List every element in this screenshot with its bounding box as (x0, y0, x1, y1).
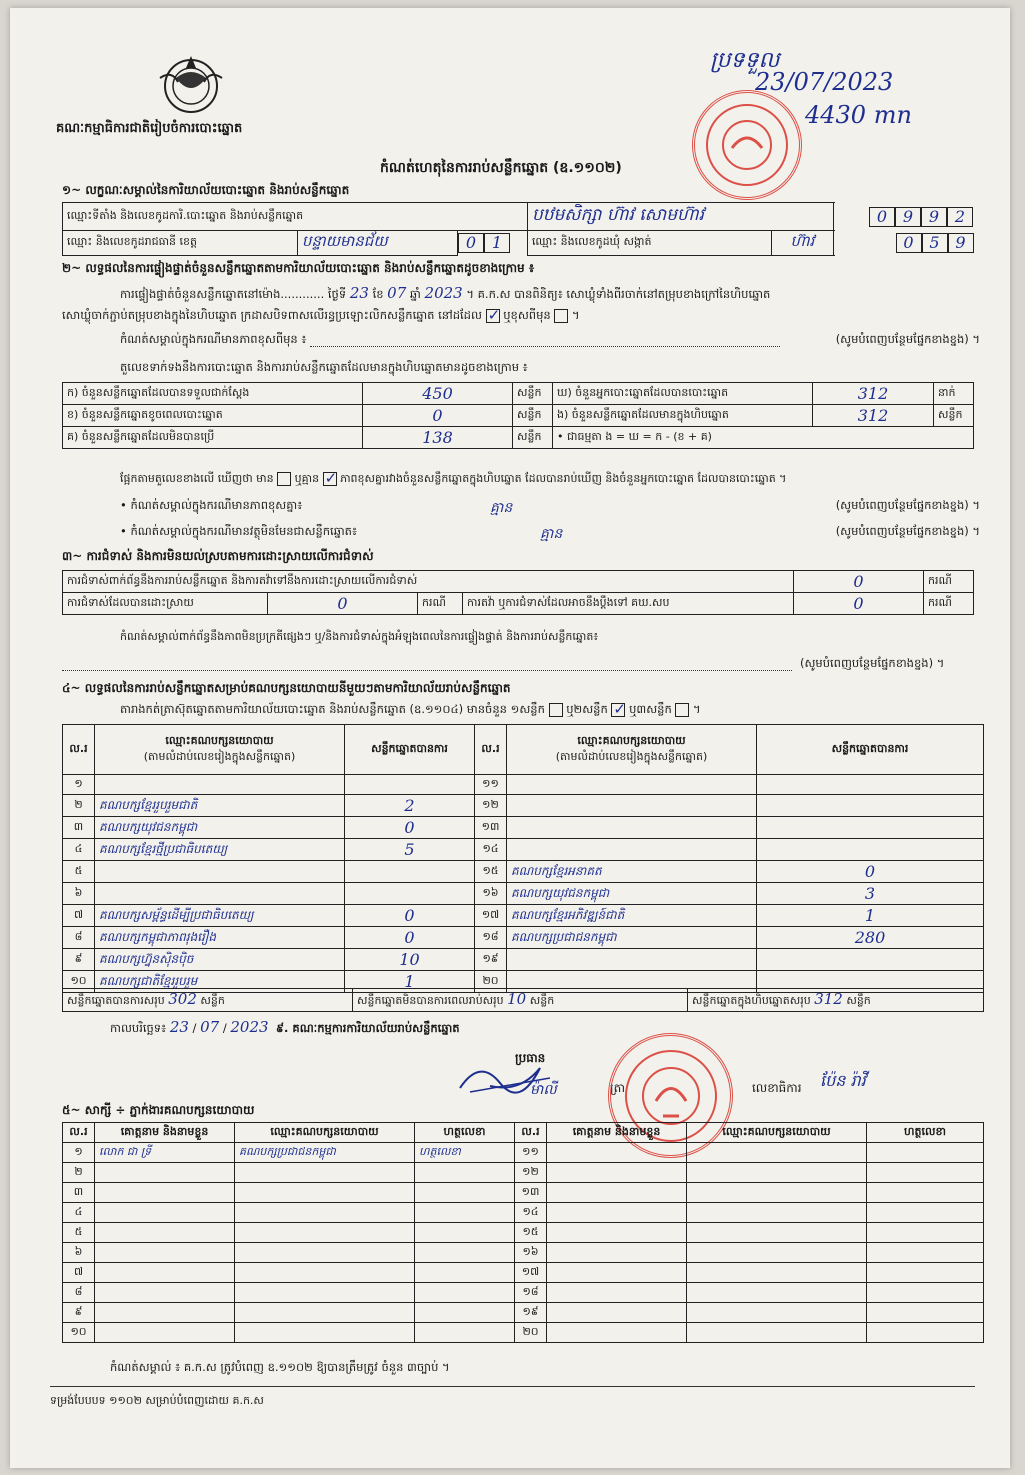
table-row (63, 1323, 984, 1343)
objection-row1-label: ការជំទាស់ពាក់ព័ន្ធនឹងការរាប់សន្លឹកឆ្នោត និងការតវ៉ាទៅនឹងការដោះស្រាយលើការជំទាស់ (63, 571, 794, 593)
form-title: កំណត់ហេតុនៃការរាប់សន្លឹកឆ្នោត (ឧ.១១០២) (380, 160, 622, 176)
results-totals (62, 988, 984, 1012)
table-row (63, 1243, 984, 1263)
vote-count (345, 883, 475, 905)
table-row (63, 839, 984, 861)
witness-table: ល.រ គោត្តនាម និងនាមខ្លួន ឈ្មោះគណបក្សនយោបាយ ហត្ថលេខា ល.រ គោត្តនាម និងនាមខ្លួន ឈ្មោះគណបក្សនយោបាយ ហត្ថលេខា ១ លោក ជា ទ្រី គណបក្សប្រជាជនកម្ពុជា ហត្ថលេខា ១១ ២ ១២ ៣ ១៣ ៤ ១៤ ៥ ១៥ ៦ ១៦ ៧ ១៧ ៨ ១៨ ៩ ១៩ ១០ ២០ (62, 1122, 984, 1343)
row-number: ៨ (63, 927, 95, 949)
witness-party (687, 1163, 867, 1183)
row-number: ១៤ (475, 839, 507, 861)
row-number: ១ (63, 1143, 95, 1163)
party-name (507, 839, 757, 861)
verification-line2: សោឃ្លុំចាក់ភ្ជាប់តម្រុបខាងក្នុងនៃហិបឆ្នោត ក្រដាសបិទពាសលើរន្ធប្រឡោះលិកសន្លឹកឆ្នោត នៅដដែល ✓ ឬខុសពីមុន ។ (62, 308, 580, 325)
table-row (63, 927, 984, 949)
row-number: ១៧ (475, 905, 507, 927)
witness-signature (867, 1143, 984, 1163)
witness-party (235, 1263, 415, 1283)
total-invalid-value: 10 (507, 990, 527, 1008)
party-name (95, 775, 345, 795)
note-foreign-value: គ្មាន (540, 526, 563, 542)
stamp-label: ត្រា (610, 1081, 625, 1095)
witness-signature (867, 1163, 984, 1183)
note-diff: កំណត់សម្គាល់ក្នុងករណីមានភាពខុសពីមុន ៖ (សូមបំពេញបន្ថែមផ្នែកខាងខ្នង) ។ (120, 332, 980, 346)
witness-party (687, 1243, 867, 1263)
witness-name (95, 1263, 235, 1283)
objection-row1-value: 0 (794, 571, 924, 593)
row-number: ១៥ (515, 1223, 547, 1243)
row-number: ៦ (63, 1243, 95, 1263)
witness-name (547, 1283, 687, 1303)
vote-count: 2 (345, 795, 475, 817)
province-code: 0 1 (457, 231, 527, 256)
party-name (95, 883, 345, 905)
figures-intro: តួលេខទាក់ទងនឹងការបោះឆ្នោត និងការរាប់សន្លឹកឆ្នោតដែលមានក្នុងហិបឆ្នោតមានដូចខាងក្រោម ៖ (120, 360, 528, 374)
table-row (63, 795, 984, 817)
row-number: ១៣ (515, 1183, 547, 1203)
chair-label: ប្រធាន (515, 1051, 546, 1065)
station-code: 0 9 9 2 (834, 203, 974, 231)
party-name: គណបក្សយុវជនកម្ពុជា (95, 817, 345, 839)
table-row (63, 949, 984, 971)
vote-count (757, 795, 984, 817)
witness-name (95, 1223, 235, 1243)
irregularity-note: កំណត់សម្គាល់ពាក់ព័ន្ធនឹងភាពមិនប្រក្រតីផ្សេងៗ ឬ/និងការជំទាស់ក្នុងអំឡុងពេលនៃការផ្ទៀងផ្ទាត់ និងការរាប់សន្លឹកឆ្នោត៖ (120, 630, 599, 643)
row-number: ៥ (63, 861, 95, 883)
same-checkbox[interactable] (486, 309, 500, 323)
table-row (63, 1303, 984, 1323)
results-table: ល.រ ឈ្មោះគណបក្សនយោបាយ (តាមលំដាប់លេខរៀងក្នុងសន្លឹកឆ្នោត) សន្លឹកឆ្នោតបានការ ល.រ ឈ្មោះគណបក្សនយោបាយ (តាមលំដាប់លេខរៀងក្នុងសន្លឹកឆ្នោត) សន្លឹកឆ្នោតបានការ ១ ១១ ២ គណបក្សខ្មែររួបរួមជាតិ 2 ១២ ៣ គណបក្សយុវជនកម្ពុជា 0 ១៣ ៤ គណបក្សខ្មែរថ្មីប្រជាធិបតេយ្យ 5 ១៤ ៥ ១៥ គណបក្សខ្មែរអនាគត 0 ៦ ១៦ គណបក្សយុវជនកម្ពុជា 3 ៧ គណបក្សសម្ព័ន្ធដើម្បីប្រជាធិបតេយ្យ 0 ១៧ គណបក្សខ្មែរអភិវឌ្ឍន៍ជាតិ 1 ៨ គណបក្សកម្ពុជាភាពរុងរឿង 0 ១៨ គណបក្សប្រជាជនកម្ពុជា 280 ៩ គណបក្សហ្វ៊ុនស៊ិនប៉ិច 10 ១៩ ១០ គណបក្សជាតិខ្មែររួបរួម 1 ២០ (62, 724, 984, 993)
party-name: គណបក្សប្រជាជនកម្ពុជា (507, 927, 757, 949)
row-number: ៩ (63, 949, 95, 971)
irregularity-fill-back: (សូមបំពេញបន្ថែមផ្នែកខាងខ្នង) ។ (800, 656, 945, 670)
witness-name (95, 1323, 235, 1343)
row-number: ៦ (63, 883, 95, 905)
witness-party (687, 1323, 867, 1343)
footer-text: ទម្រង់បែបបទ ១១០២ សម្រាប់បំពេញដោយ គ.ក.ស (50, 1394, 264, 1407)
witness-signature: ហត្ថលេខា (415, 1143, 515, 1163)
party-name: គណបក្សកម្ពុជាភាពរុងរឿង (95, 927, 345, 949)
row-number: ១២ (475, 795, 507, 817)
witness-signature (867, 1263, 984, 1283)
section1-title: ១~ លក្ខណៈសម្គាល់នៃការិយាល័យបោះឆ្នោត និងរាប់សន្លឹកឆ្នោត (62, 183, 350, 197)
witness-name (547, 1263, 687, 1283)
witness-name: លោក ជា ទ្រី (95, 1143, 235, 1163)
table-row (63, 883, 984, 905)
party-name: គណបក្សខ្មែរអនាគត (507, 861, 757, 883)
section2-title: ២~ លទ្ធផលនៃការផ្ទៀងផ្ទាត់ចំនួនសន្លឹកឆ្នោតតាមការិយាល័យបោះឆ្នោត និងរាប់សន្លឹកឆ្នោតដូចខាងក្រោម ៖ (62, 261, 535, 275)
witness-party (235, 1163, 415, 1183)
witness-signature (415, 1303, 515, 1323)
one-sheet-checkbox[interactable] (549, 703, 563, 717)
table-row (63, 1183, 984, 1203)
party-name: គណបក្សខ្មែររួបរួមជាតិ (95, 795, 345, 817)
row-number: ១៧ (515, 1263, 547, 1283)
party-name: គណបក្សជាតិខ្មែររួបរួម (95, 971, 345, 993)
row-number: ៩ (63, 1303, 95, 1323)
table-row (63, 1203, 984, 1223)
witness-party (235, 1303, 415, 1323)
row-number: ៨ (63, 1283, 95, 1303)
note-foreign: • កំណត់សម្គាល់ក្នុងករណីមានវត្ថុមិនមែនជាសន្លឹកឆ្នោត៖ គ្មាន (សូមបំពេញបន្ថែមផ្នែកខាងខ្នង) ។ (120, 524, 980, 541)
table-row (63, 775, 984, 795)
row-number: ២០ (475, 971, 507, 993)
witness-signature (867, 1303, 984, 1323)
secretary-label: លេខាធិការ (752, 1081, 802, 1095)
witness-name (547, 1203, 687, 1223)
total-invalid: សន្លឹកឆ្នោតមិនបានការពេលរាប់សរុប 10 សន្លឹក (353, 989, 688, 1012)
witness-party (235, 1323, 415, 1343)
vote-count: 5 (345, 839, 475, 861)
row-number: ៣ (63, 817, 95, 839)
witness-name (547, 1323, 687, 1343)
total-valid: សន្លឹកឆ្នោតបានការសរុប 302 សន្លឹក (63, 989, 353, 1012)
received-date: 23/07/2023 (755, 68, 894, 96)
witness-name (547, 1143, 687, 1163)
two-sheets-checkbox[interactable] (611, 703, 625, 717)
objection-row2-value: 0 (268, 593, 418, 615)
row-number: ៥ (63, 1223, 95, 1243)
witness-party (687, 1143, 867, 1163)
total-box-value: 312 (814, 990, 843, 1008)
vote-count: 1 (345, 971, 475, 993)
received-time: 4430 mn (805, 101, 912, 129)
witness-signature (415, 1223, 515, 1243)
witness-party (235, 1223, 415, 1243)
tally-sheet-line: តារាងកត់ត្រាស៊ុតឆ្នោតតាមការិយាល័យបោះឆ្នោត និងរាប់សន្លឹកឆ្នោត (ឧ.១១០៤) មានចំនួន ១សន្លឹក ឬ២សន្លឹក ✓ ឬ៣សន្លឹក ។ (120, 702, 701, 719)
table-row (63, 861, 984, 883)
witness-signature (867, 1283, 984, 1303)
table-row (63, 905, 984, 927)
row-number: ៤ (63, 1203, 95, 1223)
witness-name (95, 1243, 235, 1263)
note-diff2-value: គ្មាន (490, 500, 513, 516)
results-col-party: ឈ្មោះគណបក្សនយោបាយ (តាមលំដាប់លេខរៀងក្នុងសន្លឹកឆ្នោត) (95, 725, 345, 775)
figure-c-value: 138 (363, 427, 513, 449)
row-number: ៧ (63, 905, 95, 927)
row-number: ១៩ (515, 1303, 547, 1323)
top-red-stamp (692, 90, 802, 200)
witness-party (687, 1223, 867, 1243)
results-col-no: ល.រ (63, 725, 95, 775)
row-number: ១២ (515, 1163, 547, 1183)
total-valid-value: 302 (168, 990, 197, 1008)
objection-table: ការជំទាស់ពាក់ព័ន្ធនឹងការរាប់សន្លឹកឆ្នោត និងការតវ៉ាទៅនឹងការដោះស្រាយលើការជំទាស់ 0 ករណី ការជំទាស់ដែលបានដោះស្រាយ 0 ករណី ការតវ៉ា ឬការជំទាស់ដែលអាចនឹងប្តឹងទៅ គឃ.សប 0 ករណី (62, 570, 974, 615)
row-number: ១៣ (475, 817, 507, 839)
witness-name (95, 1303, 235, 1323)
row-number: ១៨ (515, 1283, 547, 1303)
witness-name (547, 1303, 687, 1323)
row-number: ១០ (63, 1323, 95, 1343)
section3-title: ៣~ ការជំទាស់ និងការមិនយល់ស្របតាមការដោះស្រាយលើការជំទាស់ (62, 549, 374, 563)
commune-name: ហ៊ាវ (771, 231, 833, 256)
footnote: កំណត់សម្គាល់ ៖ គ.ក.ស ត្រូវបំពេញ ឧ.១១០២ ឱ្យបានត្រឹមត្រូវ ចំនួន ៣ច្បាប់ ។ (110, 1360, 450, 1374)
vote-count (757, 949, 984, 971)
different-checkbox[interactable] (554, 309, 568, 323)
table-row (63, 1143, 984, 1163)
witness-party (235, 1243, 415, 1263)
received-note: ប្រទទួល (710, 48, 780, 73)
station-table (62, 202, 974, 256)
verify-year: 2023 (424, 284, 463, 302)
witness-signature (415, 1203, 515, 1223)
party-name: គណបក្សយុវជនកម្ពុជា (507, 883, 757, 905)
figure-e-value: 312 (813, 405, 934, 427)
figure-d-label: ឃ) ចំនួនអ្នកបោះឆ្នោតដែលបានបោះឆ្នោត (553, 383, 813, 405)
witness-signature (415, 1263, 515, 1283)
commune-label: ឈ្មោះ និងលេខកូដឃុំ សង្កាត់ (527, 231, 771, 256)
party-name (507, 775, 757, 795)
commune-code: 0 5 9 (834, 231, 974, 256)
vote-count: 10 (345, 949, 475, 971)
figures-table: ក) ចំនួនសន្លឹកឆ្នោតដែលបានទទួលជាក់ស្តែង 450 សន្លឹក ឃ) ចំនួនអ្នកបោះឆ្នោតដែលបានបោះឆ្នោត 312 នាក់ ខ) ចំនួនសន្លឹកឆ្នោតខូចពេលបោះឆ្នោត 0 សន្លឹក ង) ចំនួនសន្លឹកឆ្នោតដែលមានក្នុងហិបឆ្នោត 312 សន្លឹក គ) ចំនួនសន្លឹកឆ្នោតដែលមិនបានប្រើ 138 សន្លឹក • ជាធម្មតា ង = ឃ = ក - (ខ + គ) (62, 382, 974, 449)
vote-count (345, 861, 475, 883)
row-number: ៣ (63, 1183, 95, 1203)
witness-party (235, 1183, 415, 1203)
station-label: ឈ្មោះទីតាំង និងលេខកូដការិ.បោះឆ្នោត និងរាប់សន្លឹកឆ្នោត (63, 203, 528, 231)
witness-name (95, 1163, 235, 1183)
objection-row3-label: ការតវ៉ា ឬការជំទាស់ដែលអាចនឹងប្តឹងទៅ គឃ.សប (463, 593, 794, 615)
figure-b-value: 0 (363, 405, 513, 427)
verify-month: 07 (387, 284, 407, 302)
station-name: បឋមសិក្សា ហ៊ាវ សោមហ៊ាវ (527, 203, 833, 231)
figure-a-label: ក) ចំនួនសន្លឹកឆ្នោតដែលបានទទួលជាក់ស្តែង (63, 383, 363, 405)
party-name (95, 861, 345, 883)
witness-name (547, 1183, 687, 1203)
vote-count (757, 839, 984, 861)
objection-row3-value: 0 (794, 593, 924, 615)
vote-count: 280 (757, 927, 984, 949)
form-page (10, 8, 1010, 1468)
row-number: ១៥ (475, 861, 507, 883)
party-name (507, 817, 757, 839)
witness-name (547, 1223, 687, 1243)
footer-rule (50, 1386, 975, 1387)
party-name: គណបក្សសម្ព័ន្ធដើម្បីប្រជាធិបតេយ្យ (95, 905, 345, 927)
total-box: សន្លឹកឆ្នោតក្នុងហិបឆ្នោតសរុប 312 សន្លឹក (688, 989, 984, 1012)
figure-b-label: ខ) ចំនួនសន្លឹកឆ្នោតខូចពេលបោះឆ្នោត (63, 405, 363, 427)
row-number: ២០ (515, 1323, 547, 1343)
section5-title: ៥~ សាក្សី ÷ ភ្នាក់ងារគណបក្សនយោបាយ (62, 1103, 255, 1117)
row-number: ១១ (515, 1143, 547, 1163)
note-diff-line (310, 346, 780, 347)
nec-emblem-icon (152, 48, 230, 118)
witness-signature (867, 1243, 984, 1263)
witness-party (687, 1283, 867, 1303)
irregularity-line (62, 670, 792, 671)
row-number: ១៦ (475, 883, 507, 905)
row-number: ១៤ (515, 1203, 547, 1223)
party-name: គណបក្សខ្មែរអភិវឌ្ឍន៍ជាតិ (507, 905, 757, 927)
row-number: ២ (63, 1163, 95, 1183)
vote-count (757, 775, 984, 795)
witness-signature (415, 1243, 515, 1263)
chair-name: ម៉ាលី (530, 1082, 557, 1098)
witness-party: គណបក្សប្រជាជនកម្ពុជា (235, 1143, 415, 1163)
witness-name (547, 1163, 687, 1183)
formula: • ជាធម្មតា ង = ឃ = ក - (ខ + គ) (553, 427, 974, 449)
witness-party (687, 1303, 867, 1323)
figure-a-value: 450 (363, 383, 513, 405)
row-number: ១៨ (475, 927, 507, 949)
note-diff2: • កំណត់សម្គាល់ក្នុងករណីមានភាពខុសគ្នា៖ គ្មាន (សូមបំពេញបន្ថែមផ្នែកខាងខ្នង) ។ (120, 498, 980, 515)
witness-party (235, 1203, 415, 1223)
table-row (63, 1163, 984, 1183)
row-number: ១១ (475, 775, 507, 795)
vote-count: 0 (757, 861, 984, 883)
row-number: ១០ (63, 971, 95, 993)
witness-party (687, 1263, 867, 1283)
row-number: ១៦ (515, 1243, 547, 1263)
witness-signature (415, 1323, 515, 1343)
verify-day: 23 (349, 284, 369, 302)
comparison-line: ផ្អែកតាមតួលេខខាងលើ ឃើញថា មាន ឬគ្មាន ✓ ភាពខុសគ្នារវាងចំនួនសន្លឹកឆ្នោតក្នុងហិបឆ្នោត ដែលបានរាប់ឃើញ និងចំនួនអ្នកបោះឆ្នោត ដែលបានបោះឆ្នោត ។ (120, 472, 786, 488)
party-name: គណបក្សខ្មែរថ្មីប្រជាធិបតេយ្យ (95, 839, 345, 861)
vote-count: 0 (345, 927, 475, 949)
witness-party (235, 1283, 415, 1303)
row-number: ៧ (63, 1263, 95, 1283)
figure-c-label: គ) ចំនួនសន្លឹកឆ្នោតដែលមិនបានប្រើ (63, 427, 363, 449)
witness-signature (867, 1323, 984, 1343)
witness-name (95, 1283, 235, 1303)
witness-party (687, 1183, 867, 1203)
table-row (63, 1263, 984, 1283)
witness-signature (867, 1223, 984, 1243)
results-col-votes: សន្លឹកឆ្នោតបានការ (345, 725, 475, 775)
signing-date: កាលបរិច្ឆេទ៖ 23 / 07 / 2023 ៩. គណៈកម្មការការិយាល័យរាប់សន្លឹកឆ្នោត (110, 1018, 460, 1036)
vote-count (757, 817, 984, 839)
table-row (63, 1283, 984, 1303)
witness-name (547, 1243, 687, 1263)
witness-signature (415, 1163, 515, 1183)
vote-count: 1 (757, 905, 984, 927)
vote-count (345, 775, 475, 795)
section4-title: ៤~ លទ្ធផលនៃការរាប់សន្លឹកឆ្នោតសម្រាប់គណបក្សនយោបាយនីមួយៗតាមការិយាល័យរាប់សន្លឹកឆ្នោត (62, 681, 511, 695)
row-number: ១៩ (475, 949, 507, 971)
party-name (507, 795, 757, 817)
province-label: ឈ្មោះ និងលេខកូដរាជធានី ខេត្ត (63, 231, 298, 256)
witness-signature (415, 1283, 515, 1303)
figure-d-value: 312 (813, 383, 934, 405)
vote-count: 3 (757, 883, 984, 905)
party-name: គណបក្សហ្វ៊ុនស៊ិនប៉ិច (95, 949, 345, 971)
witness-signature (415, 1183, 515, 1203)
committee-name: គណៈកម្មាធិការជាតិរៀបចំការបោះឆ្នោត (56, 121, 243, 136)
has-difference-checkbox[interactable] (277, 472, 291, 486)
objection-row2-label: ការជំទាស់ដែលបានដោះស្រាយ (63, 593, 268, 615)
figure-e-label: ង) ចំនួនសន្លឹកឆ្នោតដែលមានក្នុងហិបឆ្នោត (553, 405, 813, 427)
province-name: បន្ទាយមានជ័យ (297, 231, 457, 256)
vote-count: 0 (345, 905, 475, 927)
table-row (63, 817, 984, 839)
secretary-name: ប៉ែន រ៉ាវី (820, 1071, 866, 1090)
witness-signature (867, 1203, 984, 1223)
party-name (507, 949, 757, 971)
row-number: ២ (63, 795, 95, 817)
row-number: ១ (63, 775, 95, 795)
no-difference-checkbox[interactable] (323, 472, 337, 486)
three-sheets-checkbox[interactable] (675, 703, 689, 717)
vote-count: 0 (345, 817, 475, 839)
verification-line1: ការផ្ទៀងផ្ទាត់ចំនួនសន្លឹកឆ្នោតនៅម៉ោង............ ថ្ងៃទី 23 ខែ 07 ឆ្នាំ 2023 ។ គ.ក.ស បានពិនិត្យ៖ សោឃ្លុំទាំងពីរចាក់នៅតម្រុបខាងក្រៅនៃហិបឆ្នោត (120, 284, 771, 302)
witness-name (95, 1183, 235, 1203)
table-row (63, 1223, 984, 1243)
witness-signature (867, 1183, 984, 1203)
witness-name (95, 1203, 235, 1223)
row-number: ៤ (63, 839, 95, 861)
witness-party (687, 1203, 867, 1223)
